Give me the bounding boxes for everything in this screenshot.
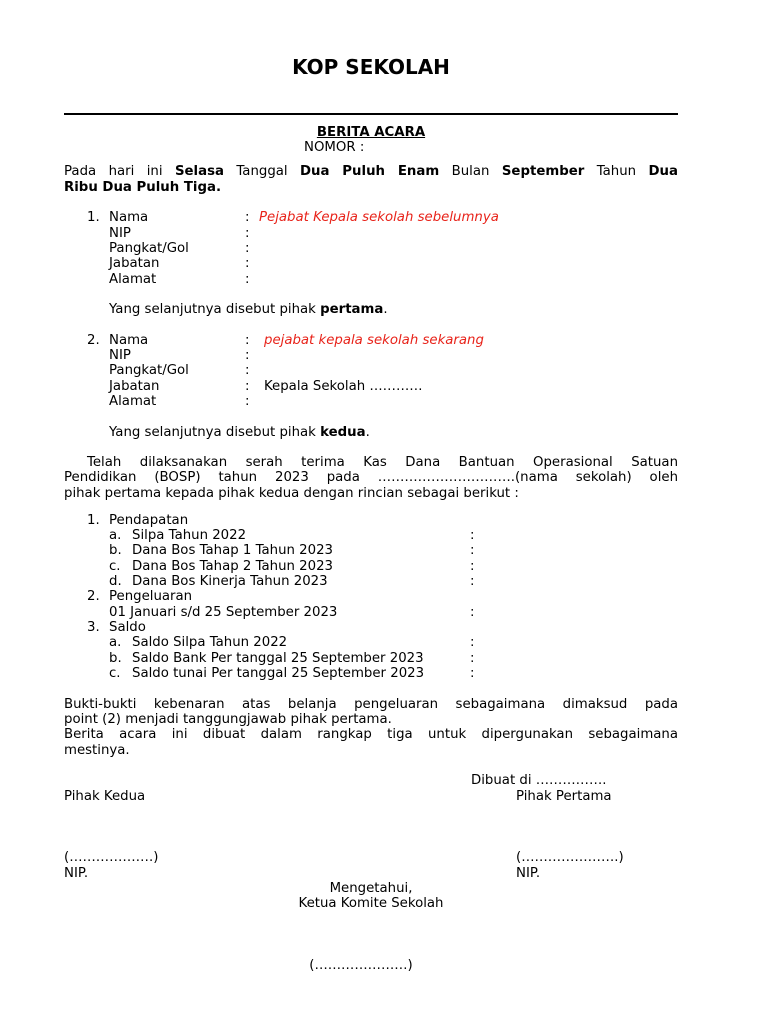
colon: :: [470, 528, 475, 543]
opening-line-1: [64, 164, 678, 180]
colon: :: [245, 256, 250, 271]
colon: :: [470, 635, 475, 650]
opening-text: Tahun: [584, 164, 649, 179]
colon: :: [470, 543, 475, 558]
colon: :: [470, 605, 475, 620]
party1-number: 1.: [87, 210, 100, 225]
item-text: Saldo Silpa Tahun 2022: [132, 635, 288, 650]
closing-line-2: point (2) menjadi tanggungjawab pihak pertama.: [64, 712, 392, 727]
party2-label-pangkat: Pangkat/Gol: [109, 363, 189, 378]
nip-left: NIP.: [64, 866, 89, 881]
item-letter: d.: [109, 574, 122, 589]
party2-label-nip: NIP: [109, 348, 131, 363]
item-letter: b.: [109, 651, 122, 666]
party1-note: [109, 302, 388, 318]
item-text: Dana Bos Kinerja Tahun 2023: [132, 574, 328, 589]
colon: :: [470, 559, 475, 574]
dibuat-di: Dibuat di …………….: [471, 773, 607, 788]
party2-note: [109, 425, 370, 441]
note-bold: kedua: [320, 425, 366, 440]
signature-line-komite: (…………………): [309, 958, 413, 973]
opening-day: Selasa: [174, 164, 224, 179]
party1-label-jabatan: Jabatan: [109, 256, 160, 271]
party2-label-alamat: Alamat: [109, 394, 157, 409]
signature-line-left: (……………….): [64, 850, 159, 865]
opening-year-rest: Ribu Dua Puluh Tiga.: [64, 180, 222, 195]
item-text: Silpa Tahun 2022: [132, 528, 247, 543]
note-text: .: [365, 425, 370, 440]
body-line-2: Pendidikan (BOSP) tahun 2023 pada ………………………….(nama sekolah) oleh: [64, 470, 678, 485]
section-pendapatan: Pendapatan: [109, 513, 189, 528]
nip-right: NIP.: [516, 866, 541, 881]
signature-line-right: (………………….): [516, 850, 624, 865]
party1-label-nip: NIP: [109, 226, 131, 241]
opening-text: Bulan: [439, 164, 502, 179]
closing-line-3: Berita acara ini dibuat dalam rangkap tiga untuk dipergunakan sebagaimana: [64, 727, 678, 742]
party2-label-jabatan: Jabatan: [109, 379, 160, 394]
colon: :: [245, 272, 250, 287]
body-line-1: Telah dilaksanakan serah terima Kas Dana Bantuan Operasional Satuan: [87, 455, 678, 470]
colon: :: [245, 363, 250, 378]
section-number: 1.: [87, 513, 100, 528]
party1-label-nama: Nama: [109, 210, 149, 225]
party1-nama-value: Pejabat Kepala sekolah sebelumnya: [259, 210, 499, 225]
item-letter: c.: [109, 559, 121, 574]
colon: :: [245, 379, 250, 394]
pihak-pertama-label: Pihak Pertama: [516, 789, 612, 804]
party1-label-alamat: Alamat: [109, 272, 157, 287]
pengeluaran-period: 01 Januari s/d 25 September 2023: [109, 605, 338, 620]
item-letter: c.: [109, 666, 121, 681]
note-bold: pertama: [320, 302, 384, 317]
party1-label-pangkat: Pangkat/Gol: [109, 241, 189, 256]
opening-year: Dua: [648, 164, 678, 179]
colon: :: [470, 666, 475, 681]
colon: :: [245, 210, 250, 225]
colon: :: [245, 241, 250, 256]
party2-jabatan-value: Kepala Sekolah …………: [264, 379, 423, 394]
opening-date: Dua Puluh Enam: [300, 164, 440, 179]
header-divider: [64, 113, 678, 115]
item-text: Saldo Bank Per tanggal 25 September 2023: [132, 651, 424, 666]
closing-line-1: Bukti-bukti kebenaran atas belanja pengeluaran sebagaimana dimaksud pada: [64, 697, 678, 712]
item-letter: b.: [109, 543, 122, 558]
mengetahui-label: Mengetahui,: [329, 881, 413, 896]
section-number: 2.: [87, 589, 100, 604]
opening-text: Pada hari ini: [64, 164, 175, 179]
kop-sekolah-title: KOP SEKOLAH: [292, 55, 450, 79]
section-saldo: Saldo: [109, 620, 146, 635]
item-text: Dana Bos Tahap 2 Tahun 2023: [132, 559, 334, 574]
party2-nama-value: pejabat kepala sekolah sekarang: [264, 333, 484, 348]
section-number: 3.: [87, 620, 100, 635]
party2-label-nama: Nama: [109, 333, 149, 348]
closing-line-4: mestinya.: [64, 743, 130, 758]
item-letter: a.: [109, 635, 122, 650]
note-text: Yang selanjutnya disebut pihak: [109, 425, 321, 440]
item-letter: a.: [109, 528, 122, 543]
colon: :: [470, 651, 475, 666]
section-pengeluaran: Pengeluaran: [109, 589, 193, 604]
item-text: Saldo tunai Per tanggal 25 September 2023: [132, 666, 425, 681]
party2-number: 2.: [87, 333, 100, 348]
item-text: Dana Bos Tahap 1 Tahun 2023: [132, 543, 334, 558]
ketua-komite-label: Ketua Komite Sekolah: [298, 896, 444, 911]
note-text: .: [383, 302, 388, 317]
body-line-3: pihak pertama kepada pihak kedua dengan rincian sebagai berikut :: [64, 486, 519, 501]
pihak-kedua-label: Pihak Kedua: [64, 789, 146, 804]
colon: :: [245, 333, 250, 348]
document-title: BERITA ACARA: [316, 125, 426, 140]
nomor-label: NOMOR :: [304, 140, 365, 155]
note-text: Yang selanjutnya disebut pihak: [109, 302, 321, 317]
colon: :: [245, 394, 250, 409]
colon: :: [245, 348, 250, 363]
colon: :: [470, 574, 475, 589]
opening-line-2: [64, 180, 221, 196]
colon: :: [245, 226, 250, 241]
opening-month: September: [501, 164, 585, 179]
opening-text: Tanggal: [223, 164, 301, 179]
